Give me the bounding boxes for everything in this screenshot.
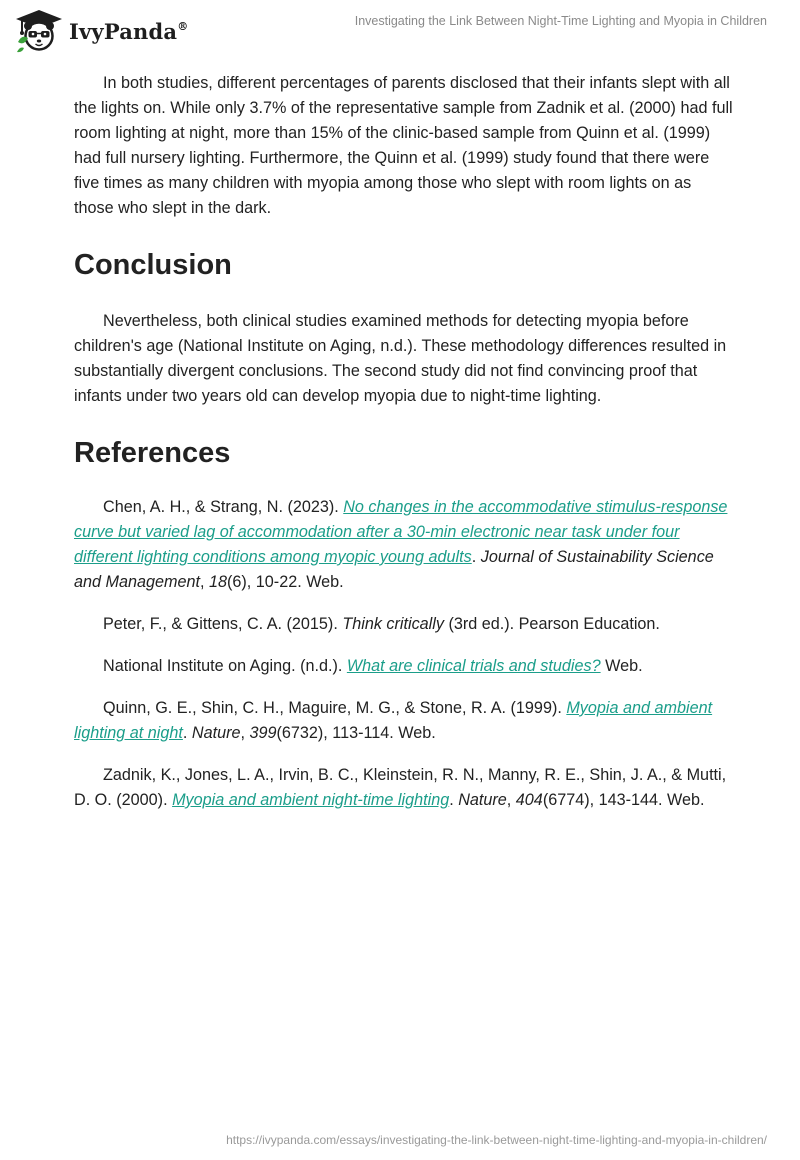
reference-item: [74, 612, 734, 637]
reference-authors: Quinn, G. E., Shin, C. H., Maguire, M. G., & Stone, R. A. (1999).: [103, 699, 567, 717]
reference-volume: 18: [209, 573, 228, 591]
reference-separator: .: [471, 548, 481, 566]
references-heading: References: [74, 437, 231, 469]
panda-mascot-icon: [14, 8, 64, 54]
reference-details: (3rd ed.). Pearson Education.: [443, 615, 660, 633]
reference-separator: .: [449, 791, 459, 809]
reference-journal: Nature: [191, 724, 241, 742]
reference-authors: Chen, A. H., & Strang, N. (2023).: [103, 498, 344, 516]
reference-details: (6774), 143-144. Web.: [542, 791, 705, 809]
reference-separator: ,: [200, 573, 209, 591]
reference-authors: National Institute on Aging. (n.d.).: [103, 657, 347, 675]
body-paragraph: In both studies, different percentages of parents disclosed that their infants slept with all the lights on. While only 3.7% of the representative sample from Zadnik et al. (2000) had full room lighting at night, more than 15% of the clinic-based sample from Quinn et al. (1999) had full nursery lighting. Furthermore, the Quinn et al. (1999) study found that there were five times as many children with myopia among those who slept with room lights on as those who slept in the dark.: [74, 74, 733, 217]
essay-content: [74, 71, 734, 830]
logo-wordmark: [69, 19, 188, 44]
reference-item: [74, 696, 734, 746]
reference-item: [74, 495, 734, 595]
reference-link[interactable]: Myopia and ambient night-time lighting: [172, 791, 450, 809]
reference-details: (6), 10-22. Web.: [227, 573, 344, 591]
reference-authors: Zadnik, K., Jones, L. A., Irvin, B. C., Kleinstein, R. N., Manny, R. E., Shin, J. A., & Mutti, D. O. (2000).: [74, 766, 727, 809]
reference-separator: ,: [240, 724, 250, 742]
footer-url[interactable]: https://ivypanda.com/essays/investigating-the-link-between-night-time-lighting-and-myopia-in-children/: [226, 1133, 767, 1147]
reference-link[interactable]: No changes in the accommodative stimulus-response curve but varied lag of accommodation after a 30-min electronic near task under four different lighting conditions among myopic young adults: [74, 498, 728, 566]
reference-authors: Peter, F., & Gittens, C. A. (2015).: [103, 615, 343, 633]
reference-separator: ,: [506, 791, 516, 809]
reference-link[interactable]: What are clinical trials and studies?: [346, 657, 601, 675]
reference-volume: 399: [249, 724, 277, 742]
reference-journal: Journal of Sustainability Science and Management: [74, 548, 714, 591]
reference-link[interactable]: Myopia and ambient lighting at night: [74, 699, 713, 742]
reference-details: (6732), 113-114. Web.: [276, 724, 436, 742]
ivypanda-logo[interactable]: [14, 8, 188, 54]
conclusion-paragraph: Nevertheless, both clinical studies examined methods for detecting myopia before children's age (National Institute on Aging, n.d.). These methodology differences resulted in substantially divergent conclusions. The second study did not find convincing proof that infants under two years old can develop myopia due to night-time lighting.: [74, 312, 727, 405]
page-header: [0, 0, 800, 64]
logo-text: IvyPanda: [69, 18, 178, 44]
reference-book-title: Think critically: [342, 615, 444, 633]
reference-item: [74, 654, 734, 679]
registered-mark: ®: [177, 19, 189, 33]
reference-journal: Nature: [458, 791, 507, 809]
conclusion-heading: Conclusion: [74, 249, 232, 281]
reference-details: Web.: [600, 657, 643, 675]
reference-separator: .: [182, 724, 192, 742]
reference-item: [74, 763, 734, 813]
references-list: [74, 495, 734, 813]
running-title: Investigating the Link Between Night-Time Lighting and Myopia in Children: [354, 14, 767, 28]
reference-volume: 404: [515, 791, 543, 809]
